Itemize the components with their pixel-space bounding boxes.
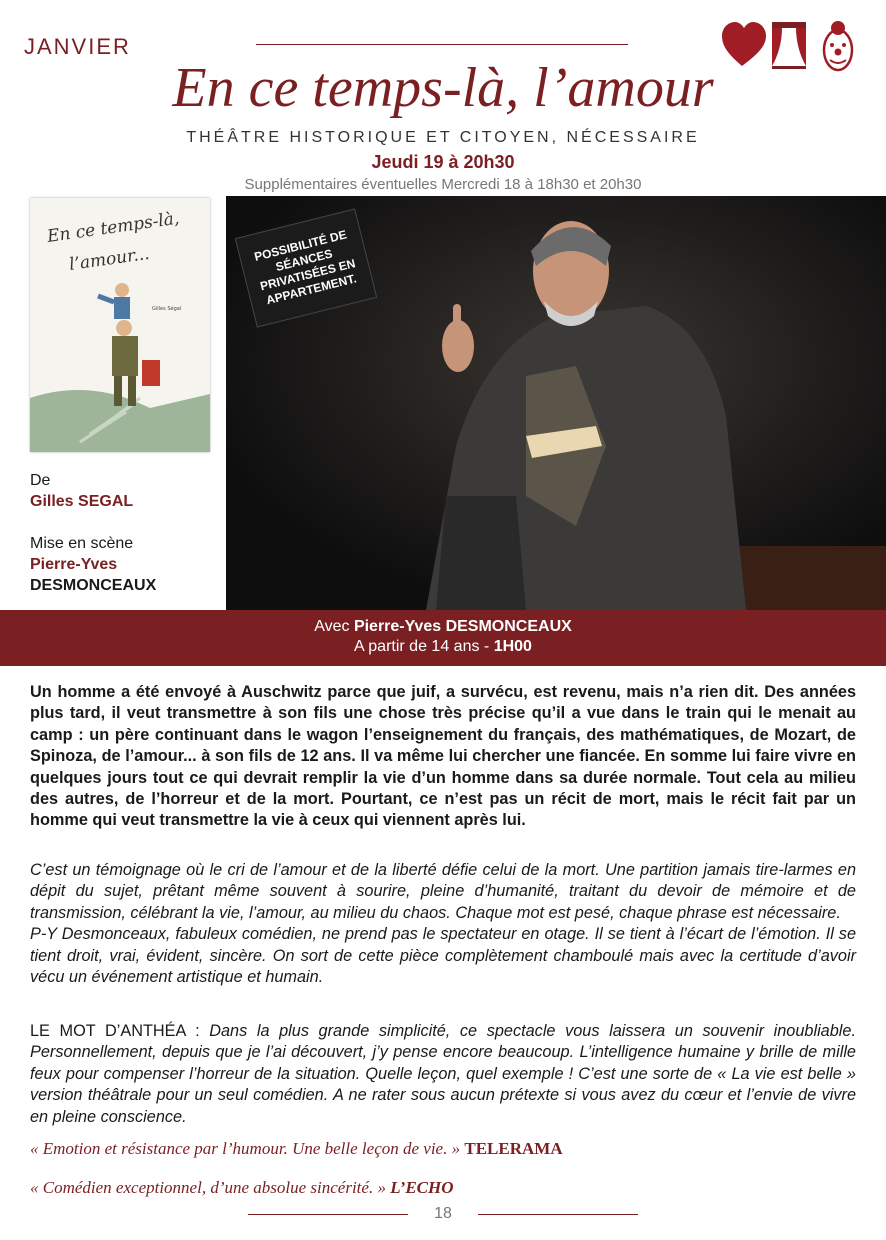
author-name: Gilles SEGAL — [30, 493, 134, 510]
page-number: 18 — [434, 1205, 452, 1222]
press-quote-source: TELERAMA — [464, 1139, 563, 1158]
director-last-name: DESMONCEAUX — [30, 577, 157, 594]
show-poster — [30, 198, 210, 452]
director-label: Mise en scène — [30, 535, 134, 552]
month-label: JANVIER — [24, 34, 131, 59]
press-quote-text: « Comédien exceptionnel, d’une absolue sincérité. » — [30, 1178, 391, 1197]
press-quote — [30, 1178, 856, 1198]
cast-label: Avec — [314, 618, 350, 635]
antheas-word-label: LE MOT D’ANTHÉA : — [30, 1022, 210, 1040]
review — [30, 860, 856, 988]
press-quote-source: L’ECHO — [390, 1178, 454, 1197]
age-info: A partir de 14 ans - — [354, 638, 494, 655]
press-quote — [30, 1139, 856, 1159]
extra-dates: Supplémentaires éventuelles Mercredi 18 à 18h30 et 20h30 — [244, 176, 642, 193]
antheas-word-text: Dans la plus grande simplicité, ce spectacle vous laissera un souvenir inoubliable. Personnellement, depuis que je l’ai découvert, j’y pense encore beaucoup. L’intelligence humaine y brille de mille feux pour compenser l’horreur de la situation. Quelle leçon, quel exemple ! C’est une sorte de « La vie est belle » version théâtrale pour un seul comédien. A ne rater sous aucun prétexte si vous avez du cœur et l’envie de vivre en pleine conscience. — [30, 1022, 856, 1126]
director-first-name: Pierre-Yves — [30, 556, 118, 573]
show-date: Jeudi 19 à 20h30 — [371, 152, 515, 172]
antheas-word — [30, 1021, 856, 1128]
show-genre: THÉÂTRE HISTORIQUE ET CITOYEN, NÉCESSAIRE — [186, 129, 700, 146]
footer-divider-right — [478, 1214, 638, 1215]
header-divider — [256, 44, 628, 45]
review-part-2: P-Y Desmonceaux, fabuleux comédien, ne prend pas le spectateur en otage. Il se tient à l’écart de l’émotion. Il se tient droit, vrai, évident, sincère. On sort de cette pièce complètement chamboulé mais avec la certitude d’avoir vécu un événement artistique et humain. — [30, 925, 856, 987]
review-part-1: C’est un témoignage où le cri de l’amour et de la liberté défie celui de la mort. Une partition jamais tire-larmes en dépit du sujet, prêtant même souvent à sourire, pleine d’humanité, traitant du devoir de mémoire et de transmission, célébrant la vie, l’amour, au milieu du chaos. Chaque mot est pesé, chaque phrase est nécessaire. — [30, 861, 856, 922]
show-title: En ce temps-là, l’amour — [172, 57, 714, 119]
press-quote-text: « Emotion et résistance par l’humour. Une belle leçon de vie. » — [30, 1139, 465, 1158]
footer-divider-left — [248, 1214, 408, 1215]
poster-credits: Gilles Ségal — [152, 306, 182, 312]
private-show-badge-text: POSSIBILITÉ DE SÉANCES PRIVATISÉES EN APPARTEMENT. — [252, 227, 358, 308]
poster-title: En ce temps-là, — [45, 208, 181, 247]
poster-illustration — [30, 198, 210, 452]
synopsis: Un homme a été envoyé à Auschwitz parce que juif, a survécu, est revenu, mais n’a rien dit. Des années plus tard, il veut transmettre à son fils une chose très précise qu’il a vue dans le train qui le menait au camp : un père continuant dans le wagon l’enseignement du français, des mathématiques, de Mozart, de Spinoza, de l’amour... à son fils de 12 ans. Il va même lui chercher une fiancée. En somme lui faire vivre en quelques jours tout ce qui devrait remplir la vie d’un homme dans sa durée normale. Tout cela au milieu des autres, de l’horreur et de la mort. Pourtant, ce n’est pas un récit de mort, mais le récit fait par un homme qui veut transmettre la vie à ceux qui viennent après lui. — [30, 683, 856, 830]
credits — [30, 470, 220, 596]
duration: 1H00 — [493, 638, 532, 655]
poster-subtitle: l’amour... — [67, 243, 151, 275]
cast-actor: Pierre-Yves DESMONCEAUX — [353, 618, 572, 635]
cast-band — [0, 610, 886, 666]
author-label: De — [30, 472, 51, 489]
